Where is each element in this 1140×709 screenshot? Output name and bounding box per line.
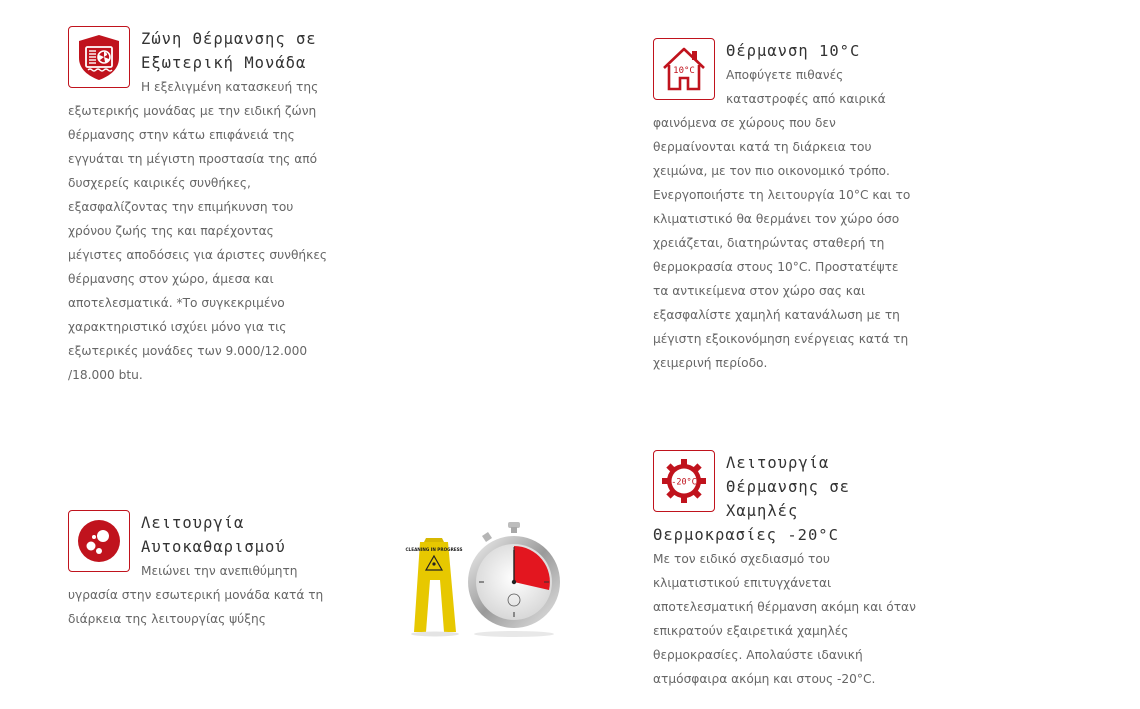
feature-description: Αποφύγετε πιθανές καταστροφές από καιρικά φαινόμενα σε χώρους που δεν θερμαίνονται κατά τη διάρκεια του χειμώνα, με τον πιο οικονομικό τρόπο. Ενεργοποιήστε τη λειτουργία 10°C και το κλιματιστικό θα θερμάνει τον χώρο όσο χρειάζεται, διατηρώντας σταθερή τη θερμοκρασία στους 10°C. Προστατέψτε τα αντικείμενα στον χώρο σας και εξασφαλίστε χαμηλή κατανάλωση με τη μέγιστη εξοικονόμηση ενέργειας κατά τη χειμερινή περίοδο. <box>653 68 911 370</box>
feature-heating-10c <box>653 38 917 375</box>
stopwatch <box>468 522 560 637</box>
icon-temperature-label: 10°C <box>673 66 695 76</box>
feature-description: Η εξελιγμένη κατασκευή της εξωτερικής μονάδας με την ειδική ζώνη θέρμανσης στην κάτω επιφάνειά της εγγυάται τη μέγιστη προστασία της από δυσχερείς καιρικές συνθήκες, εξασφαλίζοντας την επιμήκυνση του χρόνου ζωής της και παρέχοντας μέγιστες αποδόσεις για άριστες συνθήκες θέρμανσης στον χώρο, άμεσα και αποτελεσματικά. *Το συγκεκριμένο χαρακτηριστικό ισχύει μόνο για τις εξωτερικές μονάδες των 9.000/12.000 /18.000 btu. <box>68 80 328 382</box>
icon-temperature-label: -20°C <box>671 477 697 488</box>
feature-title: Λειτουργία Θέρμανσης σε Χαμηλές Θερμοκρασίες -20°C <box>653 454 850 544</box>
cleaning-stopwatch-image <box>402 520 562 642</box>
house-10c-icon <box>653 38 715 100</box>
feature-title: Θέρμανση 10°C <box>726 42 861 60</box>
feature-title: Ζώνη Θέρμανσης σε Εξωτερική Μονάδα <box>141 30 317 72</box>
heated-outdoor-unit-icon <box>68 26 130 88</box>
wet-floor-sign <box>405 538 462 637</box>
gear-minus20c-icon <box>653 450 715 512</box>
feature-description: Με τον ειδικό σχεδιασμό του κλιματιστικού επιτυγχάνεται αποτελεσματική θέρμανση ακόμη και όταν επικρατούν εξαιρετικά χαμηλές θερμοκρασίες. Απολαύστε ιδανική ατμόσφαιρα ακόμη και στους -20°C. <box>653 552 916 686</box>
feature-outdoor-heating-zone <box>68 26 330 387</box>
sign-caption: CLEANING IN PROGRESS <box>405 547 463 552</box>
feature-description: Μειώνει την ανεπιθύμητη υγρασία στην εσωτερική μονάδα κατά τη διάρκεια της λειτουργίας ψύξης <box>68 564 324 626</box>
feature-title: Λειτουργία Αυτοκαθαρισμού <box>141 514 286 556</box>
feature-self-cleaning <box>68 510 330 631</box>
feature-low-temp-heating <box>653 450 919 691</box>
self-cleaning-icon <box>68 510 130 572</box>
